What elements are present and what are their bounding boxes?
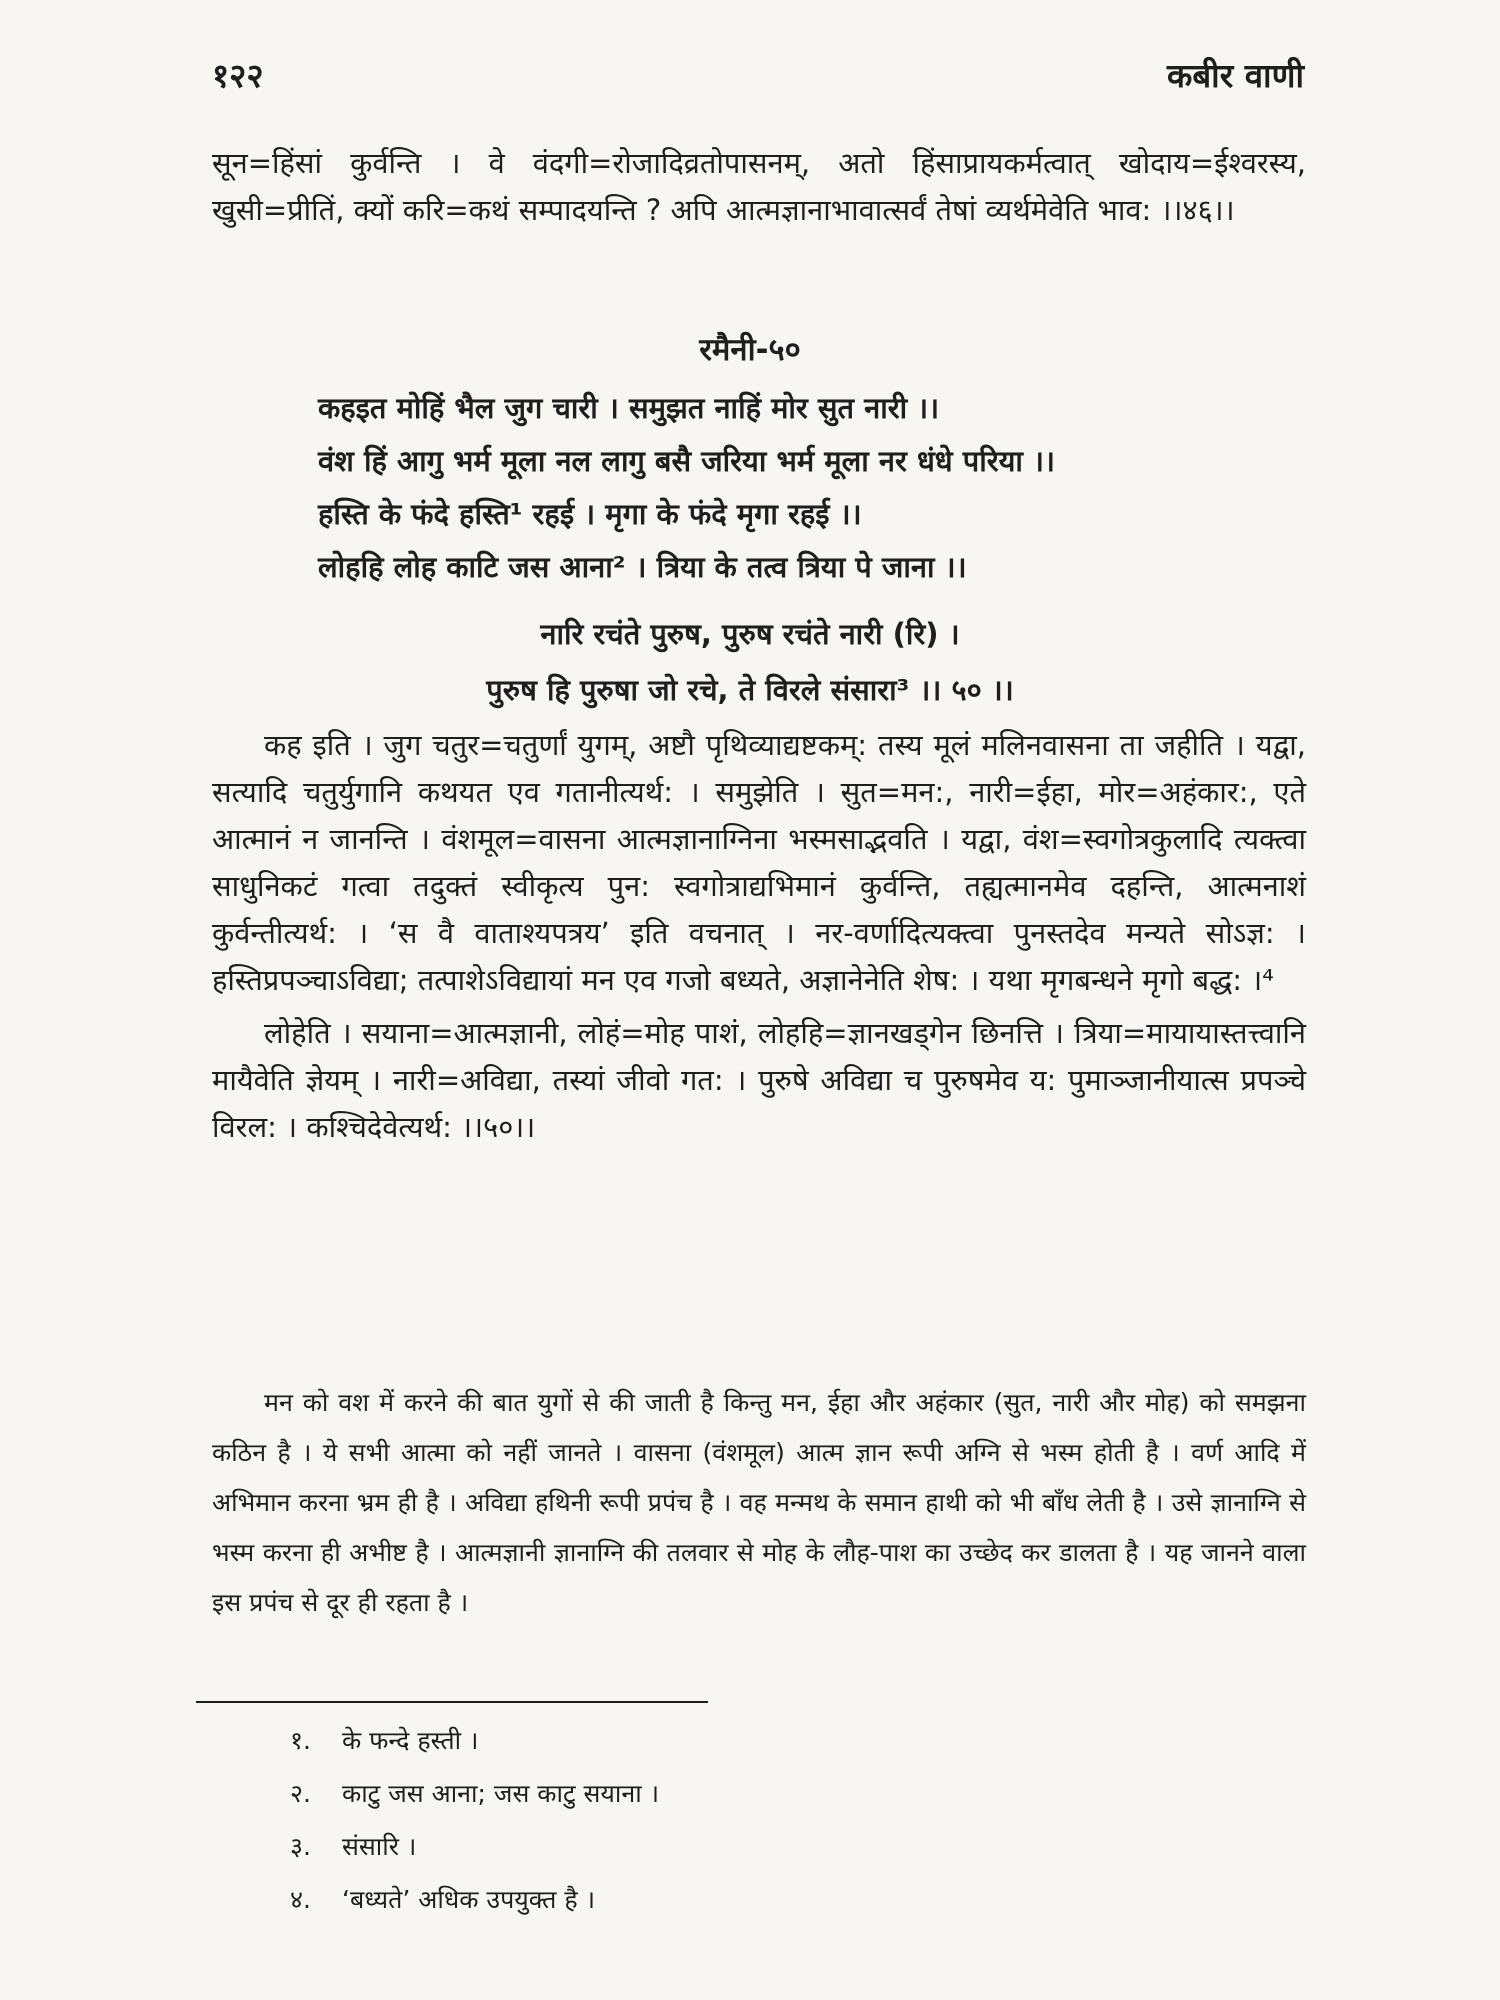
footnote: १. के फन्दे हस्ती । — [290, 1726, 479, 1755]
sakhi-block — [0, 606, 1500, 718]
commentary-paragraph: लोहेति । सयाना=आत्मज्ञानी, लोहं=मोह पाशं, लोहहि=ज्ञानखड्गेन छिनत्ति । त्रिया=मायायास्तत्त्वानि मायैवेति ज्ञेयम् । नारी=अविद्या, तस्यां जीवो गत: । पुरुषे अविद्या च पुरुषमेव य: पुमाञ्जानीयात्स प्रपञ्चे विरल: । कश्चिदेवेत्यर्थ: ।।५०।। — [212, 1016, 1306, 1144]
footnote: ४. ‘बध्यते’ अधिक उपयुक्त है । — [290, 1885, 596, 1914]
book-title: कबीर वाणी — [1166, 56, 1304, 95]
verse-line: वंश हिं आगु भर्म मूला नल लागु बसै जरिया भर्म मूला नर धंधे परिया ।। — [318, 444, 1055, 478]
commentary-top — [212, 140, 1306, 234]
footnote: ३. संसारि । — [290, 1832, 417, 1861]
verse-line: लोहहि लोह काटि जस आना² । त्रिया के तत्व त्रिया पे जाना ।। — [318, 550, 967, 584]
hindi-explanation — [212, 1378, 1306, 1628]
hindi-paragraph: मन को वश में करने की बात युगों से की जाती है किन्तु मन, ईहा और अहंकार (सुत, नारी और मोह) को समझना कठिन है । ये सभी आत्मा को नहीं जानते । वासना (वंशमूल) आत्म ज्ञान रूपी अग्नि से भस्म होती है । वर्ण आदि में अभिमान करना भ्रम ही है । अविद्या हथिनी रूपी प्रपंच है । वह मन्मथ के समान हाथी को भी बाँध लेती है । उसे ज्ञानाग्नि से भस्म करना ही अभीष्ट है । आत्मज्ञानी ज्ञानाग्नि की तलवार से मोह के लौह-पाश का उच्छेद कर डालता है । यह जानने वाला इस प्रपंच से दूर ही रहता है । — [212, 1388, 1306, 1617]
verse-line: कहइत मोहिं भैल जुग चारी । समुझत नाहिं मोर सुत नारी ।। — [318, 391, 940, 425]
verse-block — [318, 382, 1318, 594]
footnote: २. काटु जस आना; जस काटु सयाना । — [290, 1779, 660, 1808]
sakhi-line: नारि रचंते पुरुष, पुरुष रचंते नारी (रि) । — [540, 617, 960, 651]
footnotes — [290, 1700, 1190, 1926]
commentary-main — [212, 722, 1306, 1151]
verse-line: हस्ति के फंदे हस्ति¹ रहई । मृगा के फंदे मृगा रहई ।। — [318, 497, 862, 531]
page-header — [212, 52, 1304, 97]
sakhi-line: पुरुष हि पुरुषा जो रचे, ते विरले संसारा³ ।। ५० ।। — [486, 673, 1014, 707]
section-title: रमैनी-५० — [699, 332, 801, 368]
commentary-paragraph: कह इति । जुग चतुर=चतुर्णां युगम्, अष्टौ पृथिव्याद्यष्टकम्: तस्य मूलं मलिनवासना ता जहीति । यद्वा, सत्यादि चतुर्युगानि कथयत एव गतानीत्यर्थ: । समुझेति । सुत=मन:, नारी=ईहा, मोर=अहंकार:, एते आत्मानं न जानन्ति । वंशमूल=वासना आत्मज्ञानाग्निना भस्मसाद्भवति । यद्वा, वंश=स्वगोत्रकुलादि त्यक्त्वा साधुनिकटं गत्वा तदुक्तं स्वीकृत्य पुन: स्वगोत्राद्यभिमानं कुर्वन्ति, तह्यत्मानमेव दहन्ति, आत्मनाशं कुर्वन्तीत्यर्थ: । ‘स वै वाताश्यपत्रय’ इति वचनात् । नर-वर्णादित्यक्त्वा पुनस्तदेव मन्यते सोऽज्ञ: । हस्तिप्रपञ्चाऽविद्या; तत्पाशेऽविद्यायां मन एव गजो बध्यते, अज्ञानेनेति शेष: । यथा मृगबन्धने मृगो बद्ध: ।⁴ — [212, 728, 1306, 997]
page-number: १२२ — [212, 56, 264, 95]
commentary-paragraph: सून=हिंसां कुर्वन्ति । वे वंदगी=रोजादिव्रतोपासनम्, अतो हिंसाप्रायकर्मत्वात् खोदाय=ईश्वरस्य, खुसी=प्रीतिं, क्यों करि=कथं सम्पादयन्ति ? अपि आत्मज्ञानाभावात्सर्वं तेषां व्यर्थमेवेति भाव: ।।४६।। — [212, 146, 1306, 227]
